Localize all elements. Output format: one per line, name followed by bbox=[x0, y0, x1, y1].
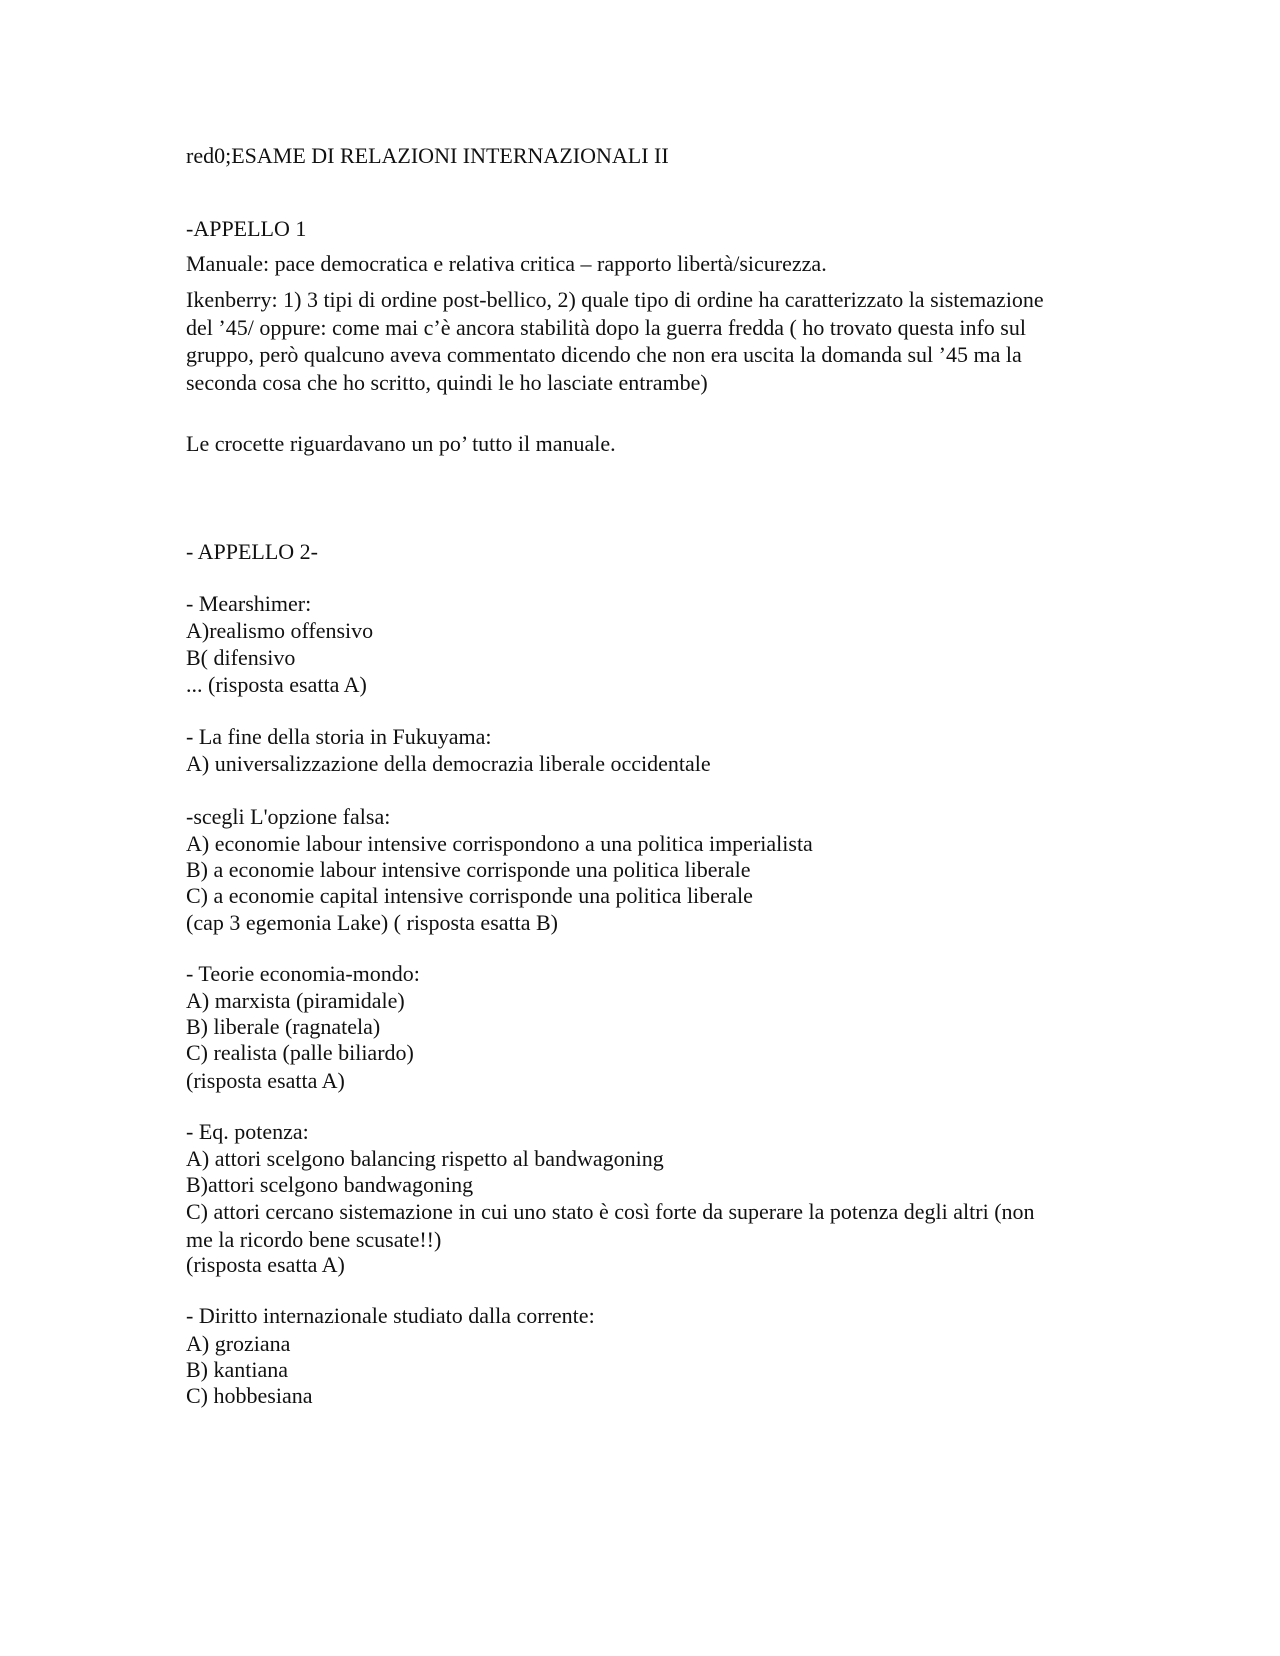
q2-question: - La fine della storia in Fukuyama: bbox=[186, 724, 492, 749]
q1-question: - Mearshimer: bbox=[186, 591, 312, 616]
appello-1-heading: -APPELLO 1 bbox=[186, 216, 307, 241]
appello-1-crocette: Le crocette riguardavano un po’ tutto il manuale. bbox=[186, 431, 616, 456]
q3-option-b: B) a economie labour intensive corrisponde una politica liberale bbox=[186, 857, 751, 882]
q1-answer: ... (risposta esatta A) bbox=[186, 672, 367, 697]
q5-option-c: C) attori cercano sistemazione in cui uno stato è così forte da superare la potenza degli altri (non me la ricordo bene scusate!!) bbox=[186, 1199, 1035, 1252]
q4-question: - Teorie economia-mondo: bbox=[186, 961, 420, 986]
q1-option-a: A)realismo offensivo bbox=[186, 618, 374, 643]
q5-option-b: B)attori scelgono bandwagoning bbox=[186, 1172, 474, 1197]
document-title: red0;ESAME DI RELAZIONI INTERNAZIONALI II bbox=[186, 143, 669, 168]
q4-option-c: C) realista (palle biliardo) bbox=[186, 1040, 414, 1065]
q3-option-a: A) economie labour intensive corrispondono a una politica imperialista bbox=[186, 831, 813, 856]
q5-question: - Eq. potenza: bbox=[186, 1119, 309, 1144]
q4-option-a: A) marxista (piramidale) bbox=[186, 988, 405, 1013]
q6-option-b: B) kantiana bbox=[186, 1357, 289, 1382]
appello-1-ikenberry: Ikenberry: 1) 3 tipi di ordine post-bellico, 2) quale tipo di ordine ha caratterizzato la sistemazione del ’45/ oppure: come mai c’è ancora stabilità dopo la guerra fredda ( ho trovato questa info sul gruppo, però qualcuno aveva commentato dicendo che non era uscita la domanda sul ’45 ma la seconda cosa che ho scritto, quindi le ho lasciate entrambe) bbox=[186, 287, 1044, 395]
appello-2-heading: - APPELLO 2- bbox=[186, 539, 318, 564]
q4-answer: (risposta esatta A) bbox=[186, 1068, 345, 1093]
q3-option-c: C) a economie capital intensive corrisponde una politica liberale bbox=[186, 883, 753, 908]
q3-question: -scegli L'opzione falsa: bbox=[186, 804, 391, 829]
q6-question: - Diritto internazionale studiato dalla corrente: bbox=[186, 1303, 595, 1328]
q5-option-a: A) attori scelgono balancing rispetto al bandwagoning bbox=[186, 1146, 664, 1171]
q6-option-a: A) groziana bbox=[186, 1331, 291, 1356]
q3-answer: (cap 3 egemonia Lake) ( risposta esatta B) bbox=[186, 910, 559, 935]
q5-answer: (risposta esatta A) bbox=[186, 1252, 345, 1277]
q1-option-b: B( difensivo bbox=[186, 645, 296, 670]
q2-option-a: A) universalizzazione della democrazia liberale occidentale bbox=[186, 751, 711, 776]
q4-option-b: B) liberale (ragnatela) bbox=[186, 1014, 381, 1039]
appello-1-manuale: Manuale: pace democratica e relativa critica – rapporto libertà/sicurezza. bbox=[186, 251, 827, 276]
q6-option-c: C) hobbesiana bbox=[186, 1383, 313, 1408]
